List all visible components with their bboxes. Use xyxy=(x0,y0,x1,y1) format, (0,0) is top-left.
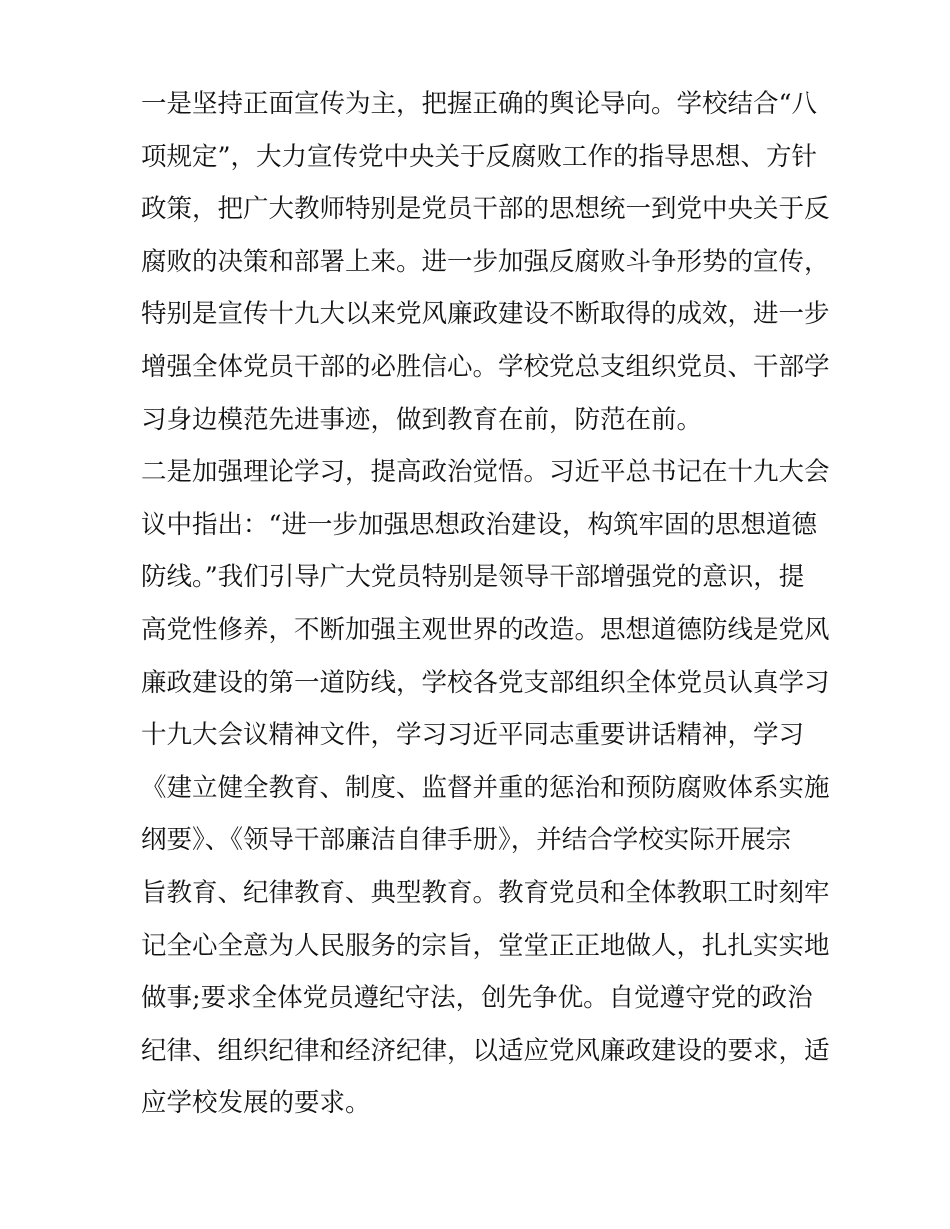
text-line: 防线。”我们引导广大党员特别是领导干部增强党的意识，提 xyxy=(141,562,805,593)
text-line: 增强全体党员干部的必胜信心。学校党总支组织党员、干部学 xyxy=(141,351,830,382)
text-line: 习身边模范先进事迹，做到教育在前，防范在前。 xyxy=(141,404,703,435)
text-line: 《建立健全教育、制度、监督并重的惩治和预防腐败体系实施 xyxy=(141,772,830,803)
text-line: 二是加强理论学习，提高政治觉悟。习近平总书记在十九大会 xyxy=(141,457,830,488)
text-line: 做事;要求全体党员遵纪守法，创先争优。自觉遵守党的政治 xyxy=(141,983,813,1014)
text-line: 纲要》、《领导干部廉洁自律手册》，并结合学校实际开展宗 xyxy=(141,825,792,856)
text-line: 一是坚持正面宣传为主，把握正确的舆论导向。学校结合“八 xyxy=(141,89,818,119)
text-line: 高党性修养，不断加强主观世界的改造。思想道德防线是党风 xyxy=(141,614,830,645)
text-line: 政策，把广大教师特别是党员干部的思想统一到党中央关于反 xyxy=(141,194,830,225)
body-text xyxy=(141,78,830,1130)
text-line: 项规定”，大力宣传党中央关于反腐败工作的指导思想、方针 xyxy=(141,141,818,172)
text-line: 记全心全意为人民服务的宗旨，堂堂正正地做人，扎扎实实地 xyxy=(141,930,830,961)
text-line: 纪律、组织纪律和经济纪律，以适应党风廉政建设的要求，适 xyxy=(141,1035,830,1066)
text-line: 十九大会议精神文件，学习习近平同志重要讲话精神，学习 xyxy=(141,720,805,751)
text-line: 廉政建设的第一道防线，学校各党支部组织全体党员认真学习 xyxy=(141,667,830,698)
text-line: 议中指出：“进一步加强思想政治建设，构筑牢固的思想道德 xyxy=(141,509,818,540)
text-line: 应学校发展的要求。 xyxy=(141,1088,371,1119)
text-line: 腐败的决策和部署上来。进一步加强反腐败斗争形势的宣传， xyxy=(141,246,830,277)
text-line: 特别是宣传十九大以来党风廉政建设不断取得的成效，进一步 xyxy=(141,299,830,330)
text-line: 旨教育、纪律教育、典型教育。教育党员和全体教职工时刻牢 xyxy=(141,877,830,908)
